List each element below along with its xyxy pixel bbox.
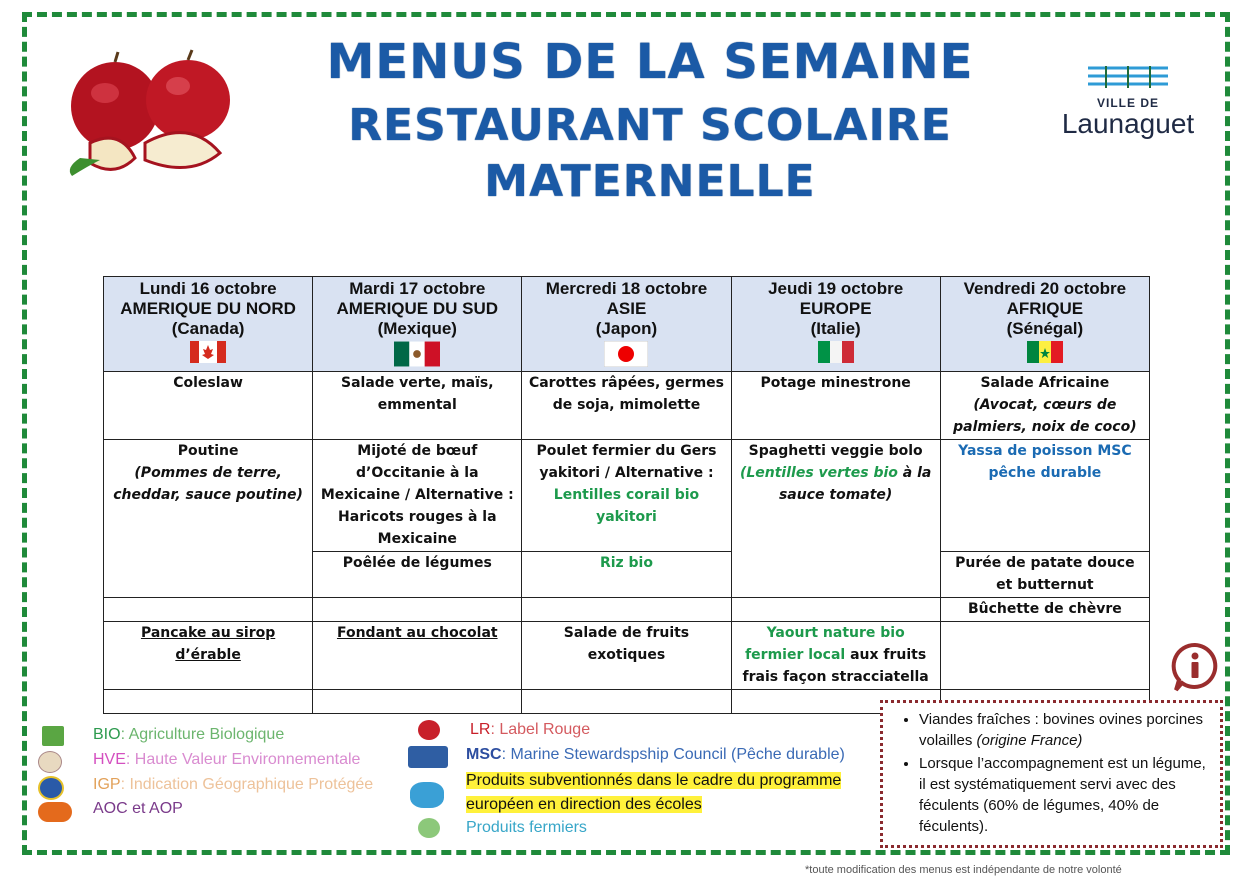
legend-igp — [93, 776, 373, 794]
mexico-flag-icon — [394, 341, 440, 367]
side-tue: Poêlée de légumes — [313, 552, 522, 598]
day-country: (Canada) — [171, 319, 245, 338]
main-thu-a: Spaghetti veggie bolo — [748, 443, 923, 459]
info-icon — [1170, 642, 1220, 692]
day-date: Jeudi 19 octobre — [768, 279, 904, 298]
day-header-wed — [522, 277, 731, 372]
day-header-thu — [731, 277, 940, 372]
day-region: EUROPE — [799, 299, 872, 318]
legend-subv-line2: européen en direction des écoles — [466, 796, 702, 813]
side-fri: Purée de patate douce et butternut — [940, 552, 1149, 598]
main-row — [104, 440, 1150, 552]
cheese-tue — [313, 598, 522, 622]
main-wed — [522, 440, 731, 552]
dessert-thu-a: Yaourt nature bio fermier local — [745, 625, 905, 663]
info-item-meat-text: Viandes fraîches : bovines ovines porcines volailles — [919, 711, 1204, 749]
info-item-meat-origin: (origine France) — [976, 732, 1083, 749]
dessert-wed: Salade de fruits exotiques — [522, 622, 731, 690]
senegal-flag-icon — [1027, 341, 1063, 363]
hve-icon — [38, 751, 62, 773]
label-rouge-icon — [418, 720, 440, 740]
info-item-meat — [919, 709, 1212, 751]
dessert-tue: Fondant au chocolat — [313, 622, 522, 690]
farm-products-icon — [418, 818, 440, 838]
legend-hve — [93, 751, 360, 769]
starter-fri-detail: (Avocat, cœurs de palmiers, noix de coco) — [953, 397, 1137, 435]
canada-flag-icon — [190, 341, 226, 363]
legend-lr-code: LR — [470, 721, 491, 738]
eu-school-programme-icon — [410, 782, 444, 808]
page-title: MENUS DE LA SEMAINE — [326, 34, 974, 90]
footer-note: *toute modification des menus est indépendante de notre volonté — [805, 864, 1122, 876]
starter-mon: Coleslaw — [104, 372, 313, 440]
day-region: AMERIQUE DU NORD — [120, 299, 296, 318]
legend-msc — [466, 746, 845, 764]
starter-tue: Salade verte, maïs, emmental — [313, 372, 522, 440]
cheese-mon — [104, 598, 313, 622]
empty-cell — [522, 690, 731, 714]
day-header-tue — [313, 277, 522, 372]
legend-bio-text: : Agriculture Biologique — [120, 726, 285, 743]
empty-cell — [104, 690, 313, 714]
page-subtitle: RESTAURANT SCOLAIRE — [348, 100, 952, 151]
main-tue: Mijoté de bœuf d’Occitanie à la Mexicaine / Alternative : Haricots rouges à la Mexicaine — [313, 440, 522, 552]
cheese-wed — [522, 598, 731, 622]
dessert-mon: Pancake au sirop d’érable — [104, 622, 313, 690]
day-date: Mercredi 18 octobre — [545, 279, 708, 298]
msc-icon — [408, 746, 448, 768]
day-country: (Sénégal) — [1006, 319, 1084, 338]
starter-wed: Carottes râpées, germes de soja, mimolette — [522, 372, 731, 440]
day-region: AFRIQUE — [1006, 299, 1084, 318]
legend-igp-text: : Indication Géographique Protégée — [120, 776, 374, 793]
day-date: Mardi 17 octobre — [349, 279, 486, 298]
starter-fri — [940, 372, 1149, 440]
legend-subv — [466, 769, 841, 817]
day-country: (Japon) — [595, 319, 658, 338]
info-item-sides: • Lorsque l’accompagnement est un légume, il est systématiquement servi avec des féculents (60% de légumes, 40% de féculents). — [919, 753, 1212, 837]
legend-msc-code: MSC — [466, 746, 502, 763]
logo-ville: VILLE DE — [1096, 96, 1159, 110]
day-header-mon — [104, 277, 313, 372]
main-wed-b: Lentilles corail bio yakitori — [553, 487, 700, 525]
legend-subv-line1: Produits subventionnés dans le cadre du programme — [466, 772, 842, 789]
day-header-fri — [940, 277, 1149, 372]
legend-bio — [93, 726, 284, 744]
logo-mark — [1058, 64, 1198, 90]
legend-igp-code: IGP — [93, 776, 121, 793]
table-header-row — [104, 277, 1150, 372]
empty-cell — [313, 690, 522, 714]
page-subtitle-2: MATERNELLE — [484, 156, 816, 207]
cheese-fri: Bûchette de chèvre — [940, 598, 1149, 622]
info-box — [880, 700, 1223, 848]
starter-fri-name: Salade Africaine — [980, 375, 1110, 391]
starter-row — [104, 372, 1150, 440]
main-mon-name: Poutine — [177, 443, 239, 459]
legend-fermiers: Produits fermiers — [466, 819, 587, 836]
starter-thu: Potage minestrone — [731, 372, 940, 440]
legend-bio-code: BIO — [93, 726, 121, 743]
bio-icon — [42, 726, 64, 746]
dessert-thu — [731, 622, 940, 690]
legend-hve-code: HVE — [93, 751, 126, 768]
legend-msc-text: : Marine Stewardspship Council (Pêche durable) — [501, 746, 845, 763]
legend-lr — [470, 721, 590, 739]
legend-aoc: AOC et AOP — [93, 800, 183, 817]
main-fri: Yassa de poisson MSC pêche durable — [940, 440, 1149, 552]
dessert-fri — [940, 622, 1149, 690]
legend-lr-text: : Label Rouge — [490, 721, 591, 738]
main-thu-b: (Lentilles vertes bio — [739, 465, 898, 481]
main-wed-a: Poulet fermier du Gers yakitori / Alternative : — [536, 443, 717, 481]
logo-name: Launaguet — [1061, 108, 1195, 139]
day-region: ASIE — [606, 299, 647, 318]
italy-flag-icon — [818, 341, 854, 363]
cheese-thu — [731, 598, 940, 622]
launaguet-logo — [1058, 64, 1198, 154]
dessert-row — [104, 622, 1150, 690]
apples-image — [60, 48, 245, 183]
day-country: (Mexique) — [377, 319, 457, 338]
main-thu — [731, 440, 940, 598]
side-wed: Riz bio — [522, 552, 731, 598]
day-date: Vendredi 20 octobre — [963, 279, 1127, 298]
main-mon — [104, 440, 313, 598]
legend-hve-text: : Haute Valeur Environnementale — [125, 751, 361, 768]
cheese-row — [104, 598, 1150, 622]
day-date: Lundi 16 octobre — [139, 279, 277, 298]
aoc-icon — [38, 802, 72, 822]
main-mon-detail: (Pommes de terre, cheddar, sauce poutine) — [113, 465, 303, 503]
day-region: AMERIQUE DU SUD — [336, 299, 499, 318]
day-country: (Italie) — [810, 319, 861, 338]
igp-icon — [38, 776, 64, 800]
japan-flag-icon — [604, 341, 648, 367]
main-thu-c: à la sauce tomate) — [778, 465, 932, 503]
dessert-thu-b: aux fruits frais façon stracciatella — [742, 647, 929, 685]
menu-table — [103, 276, 1150, 714]
